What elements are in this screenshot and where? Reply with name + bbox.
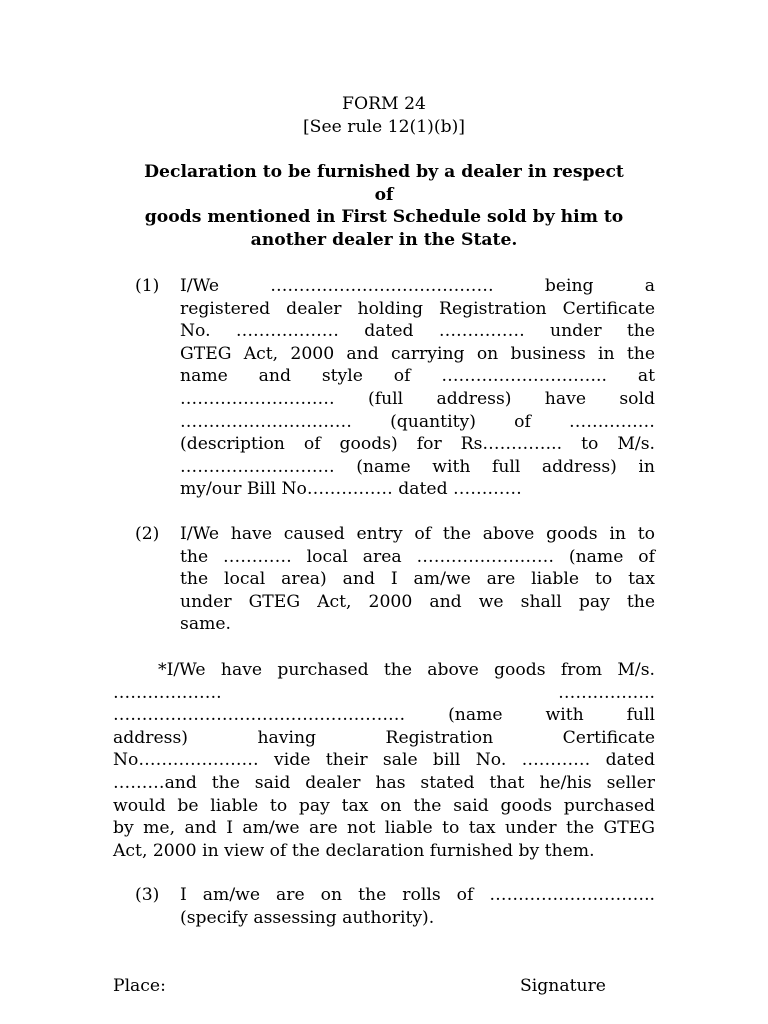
place-label: Place: xyxy=(113,976,166,996)
paragraph-line: *I/We have purchased the above goods from M/s. xyxy=(158,660,655,680)
heading-line: Declaration to be furnished by a dealer in respect xyxy=(144,162,624,182)
clause-line: (specify assessing authority). xyxy=(180,907,435,928)
signature-label: Signature xyxy=(520,976,606,996)
paragraph-line: would be liable to pay tax on the said goods purchased xyxy=(113,795,655,816)
paragraph-line: No………………… vide their sale bill No. ………… dated xyxy=(113,750,655,771)
clause-number: (2) xyxy=(135,524,160,544)
paragraph-line: Act, 2000 in view of the declaration furnished by them. xyxy=(113,840,595,861)
heading-line: of xyxy=(374,184,394,205)
clause-line: ………………………… (quantity) of …………… xyxy=(180,411,655,432)
clause-line: registered dealer holding Registration Certificate xyxy=(180,298,655,319)
clause-line: name and style of ……………………….. at xyxy=(180,366,655,387)
clause-line: ……………………… (name with full address) in xyxy=(180,456,655,477)
clause-line: I/We ………………………………… being a xyxy=(180,276,655,296)
heading-line: goods mentioned in First Schedule sold by him to xyxy=(144,207,624,228)
clause-line: I am/we are on the rolls of ……………………….. xyxy=(180,885,655,905)
heading-line: another dealer in the State. xyxy=(250,229,518,250)
declaration-heading xyxy=(118,161,650,251)
paragraph-line: …………………………………………… (name with full xyxy=(113,705,655,726)
form-rule-reference: [See rule 12(1)(b)] xyxy=(302,117,466,137)
form-title: FORM 24 xyxy=(342,94,426,114)
clause-line: I/We have caused entry of the above goods in to xyxy=(180,524,655,544)
clause-number: (1) xyxy=(135,276,160,296)
clause-line: (description of goods) for Rs………….. to M/s. xyxy=(180,434,655,455)
clause-line: ……………………… (full address) have sold xyxy=(180,388,655,409)
clause-line: same. xyxy=(180,614,232,635)
clause-line: my/our Bill No…………… dated ………… xyxy=(180,479,522,500)
clause-line: the ………… local area …………………… (name of xyxy=(180,546,655,567)
paragraph-line: address) having Registration Certificate xyxy=(113,727,655,748)
clause-line: GTEG Act, 2000 and carrying on business in the xyxy=(180,343,655,364)
purchase-declaration xyxy=(113,659,655,862)
paragraph-line: ………………. …………….. xyxy=(113,682,655,703)
paragraph-line: by me, and I am/we are not liable to tax under the GTEG xyxy=(113,818,655,839)
clause-line: the local area) and I am/we are liable to tax xyxy=(180,569,655,590)
clause-text xyxy=(180,884,655,929)
paragraph-line: ………and the said dealer has stated that he/his seller xyxy=(113,772,655,793)
clause-line: No. ……………… dated …………… under the xyxy=(180,321,655,342)
clause-text xyxy=(180,523,655,636)
clause-line: under GTEG Act, 2000 and we shall pay the xyxy=(180,591,655,612)
clause-text xyxy=(180,275,655,501)
clause-number: (3) xyxy=(135,885,160,905)
